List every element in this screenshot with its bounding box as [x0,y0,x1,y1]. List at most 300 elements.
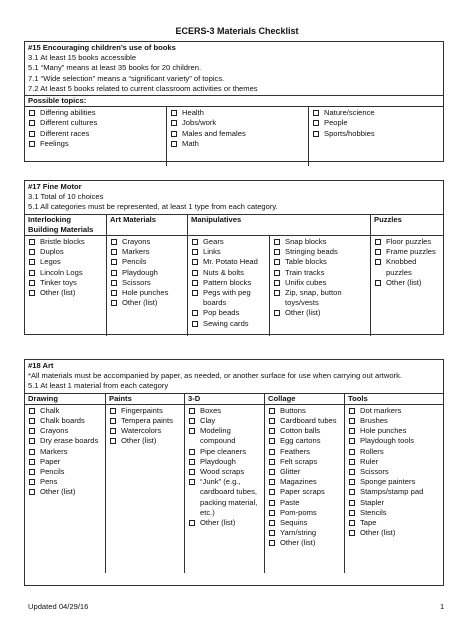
checklist-item-label: Cotton balls [280,426,321,436]
checklist-item-label: Modeling compound [200,426,236,446]
col-head: Paints [106,394,185,404]
checklist-item [348,457,440,467]
page-title: ECERS-3 Materials Checklist [175,26,299,36]
checklist-item-label: “Junk” (e.g., cardboard tubes, packing material, etc.) [200,477,258,517]
checklist-item [188,406,261,416]
checklist-item-label: Ruler [360,456,379,466]
checklist-item-label: Nuts & bolts [203,267,244,277]
topics-column [25,107,167,166]
checklist-item-label: Paper [40,456,61,466]
checklist-item [268,528,341,538]
checkbox[interactable] [192,259,198,265]
checklist-item [28,108,163,118]
checklist-item-label: Watercolors [121,426,162,436]
topics-label: Possible topics: [25,96,443,107]
checkbox[interactable] [269,418,275,424]
fine-motor-line: 5.1 All categories must be represented, at least 1 type from each category. [28,202,278,212]
checklist-item-label: Wood scraps [200,467,245,477]
checklist-item-label: Links [203,247,221,257]
checklist-item-label: Dry erase boards [40,436,99,446]
checklist-item-label: Frame puzzles [386,247,436,257]
checklist-item-label: Playdough [122,267,158,277]
col-head: Tools [348,393,368,403]
fine-motor-heading: #17 Fine Motor [28,182,82,191]
checklist-item-label: Scissors [360,467,389,477]
checkbox[interactable] [111,290,117,296]
checklist-item-label: Nature/science [324,108,375,118]
checkbox[interactable] [189,408,195,414]
checklist-item [374,278,440,288]
checklist-item [188,457,261,467]
checkbox[interactable] [171,141,177,147]
checklist-item [110,257,184,267]
checkbox[interactable] [189,520,195,526]
checklist-item-label: Pop beads [203,308,240,318]
checkbox[interactable] [192,290,198,296]
checklist-item [348,426,440,436]
art-header [25,360,443,394]
checklist-item-label: Unifix cubes [285,277,327,287]
checklist-item-label: Tempera paints [121,416,173,426]
checklist-item-label: Males and females [182,128,246,138]
checklist-item-label: Different cultures [40,118,98,128]
art-column-heads [25,394,443,405]
checkbox[interactable] [192,321,198,327]
checklist-item-label: Boxes [200,405,222,415]
checklist-item [28,467,102,477]
checklist-item-label: Zip, snap, button toys/vests [285,288,342,308]
section-books [24,41,444,162]
checklist-item-label: Stencils [360,507,387,517]
checklist-item-label: Other (list) [122,298,158,308]
checklist-item-label: Different races [40,128,90,138]
checklist-item [348,436,440,446]
checkbox[interactable] [29,449,35,455]
fine-motor-column [25,236,107,336]
updated-date: Updated 04/29/16 [28,602,89,611]
checklist-item-label: Stapler [360,497,385,507]
checklist-item [28,416,102,426]
checklist-item-label: Rollers [360,446,384,456]
checklist-item [28,278,103,288]
checkbox[interactable] [192,249,198,255]
checklist-item [188,477,261,518]
checklist-item-label: Sports/hobbies [324,128,375,138]
checklist-item-label: Other (list) [285,308,321,318]
checkbox[interactable] [349,530,355,536]
checklist-item-label: Pegs with peg boards [203,288,251,308]
art-column [185,405,265,573]
checklist-item [28,139,163,149]
checklist-item [348,406,440,416]
checkbox[interactable] [274,249,280,255]
checklist-item [268,467,341,477]
checklist-item [268,416,341,426]
checklist-item [188,426,261,446]
col-head: Collage [265,394,345,404]
checklist-item-label: Stringing beads [285,247,338,257]
checklist-item [268,457,341,467]
checkbox[interactable] [313,120,319,126]
checkbox[interactable] [274,290,280,296]
checklist-item [191,237,266,247]
topics-column [167,107,309,166]
checkbox[interactable] [269,408,275,414]
checklist-item-label: Duplos [40,247,64,257]
checklist-item-label: Differing abilities [40,108,96,118]
books-line: 7.1 “Wide selection” means a “significant variety” of topics. [28,73,225,83]
checklist-item [191,319,266,329]
checkbox[interactable] [375,259,381,265]
checklist-item-label: Paper scraps [280,487,325,497]
checklist-item [268,538,341,548]
section-art [24,359,444,586]
checkbox[interactable] [349,449,355,455]
fine-motor-line: 3.1 Total of 10 choices [28,192,104,202]
checklist-item-label: Gears [203,237,224,247]
checklist-item-label: Legos [40,257,61,267]
checklist-item [191,288,266,308]
checklist-item [109,406,181,416]
checkbox[interactable] [274,310,280,316]
checkbox[interactable] [349,500,355,506]
checklist-item-label: Snap blocks [285,237,327,247]
checkbox[interactable] [29,290,35,296]
checkbox[interactable] [189,459,195,465]
checkbox[interactable] [313,131,319,137]
checklist-item-label: Dot markers [360,405,402,415]
books-line: 7.2 At least 5 books related to current classroom activities or themes [28,83,258,93]
books-line: 3.1 At least 15 books accessible [28,53,137,63]
checklist-item [191,257,266,267]
checklist-item-label: Other (list) [200,518,236,528]
art-line: 5.1 At least 1 material from each category [28,381,169,391]
checklist-item-label: Pencils [122,257,147,267]
checklist-item-label: Sequins [280,518,308,528]
topics-column [309,107,443,166]
checkbox[interactable] [192,239,198,245]
checklist-item [312,129,440,139]
art-column [25,405,106,573]
checkbox[interactable] [29,469,35,475]
checkbox[interactable] [29,280,35,286]
checkbox[interactable] [110,418,116,424]
checkbox[interactable] [110,438,116,444]
checklist-item [170,118,305,128]
checklist-item [191,308,266,318]
checklist-item-label: Pencils [40,467,65,477]
checklist-item-label: Other (list) [360,528,396,538]
checkbox[interactable] [274,259,280,265]
checklist-item [273,257,367,267]
checklist-item [28,487,102,497]
checklist-item-label: Playdough tools [360,436,415,446]
checkbox[interactable] [375,280,381,286]
checklist-item [348,508,440,518]
checklist-item [170,108,305,118]
checkbox[interactable] [29,259,35,265]
checklist-item [348,498,440,508]
checklist-item [28,247,103,257]
checklist-item-label: Table blocks [285,257,327,267]
checklist-item [28,406,102,416]
checklist-item-label: Pattern blocks [203,277,252,287]
checkbox[interactable] [349,428,355,434]
checkbox[interactable] [29,459,35,465]
checkbox[interactable] [269,428,275,434]
checklist-item-label: Pom-poms [280,507,317,517]
checkbox[interactable] [192,280,198,286]
checklist-item [268,518,341,528]
checkbox[interactable] [189,469,195,475]
art-line: *All materials must be accompanied by paper, as needed, or another surface for use when carrying out artwork. [28,371,402,381]
checklist-item [109,416,181,426]
checklist-item-label: Other (list) [280,538,316,548]
fine-motor-column-heads [25,215,443,236]
checklist-item-label: Egg cartons [280,436,321,446]
checklist-item-label: Pipe cleaners [200,446,247,456]
checklist-item [170,139,305,149]
checkbox[interactable] [29,249,35,255]
checklist-item-label: Feelings [40,138,69,148]
fine-motor-column [270,236,371,336]
art-column [345,405,443,573]
checkbox[interactable] [274,280,280,286]
checklist-item-label: People [324,118,348,128]
checklist-item-label: Clay [200,416,216,426]
checkbox[interactable] [171,120,177,126]
checklist-item-label: Other (list) [121,436,157,446]
checklist-item [28,477,102,487]
checklist-item-label: Other (list) [386,277,422,287]
col-head: 3-D [185,394,265,404]
checklist-item [28,118,163,128]
checklist-item-label: Crayons [122,237,151,247]
section-fine-motor [24,180,444,335]
checklist-item-label: Feathers [280,446,310,456]
checkbox[interactable] [192,310,198,316]
checkbox[interactable] [274,270,280,276]
checklist-item-label: Hole punches [360,426,407,436]
checklist-item-label: Yarn/string [280,528,317,538]
checklist-item [28,129,163,139]
checklist-item-label: Mr. Potato Head [203,257,258,267]
checkbox[interactable] [171,110,177,116]
checklist-item [374,247,440,257]
checklist-item [268,498,341,508]
checklist-item [348,447,440,457]
checklist-item [28,237,103,247]
checkbox[interactable] [189,449,195,455]
checklist-item [268,447,341,457]
checkbox[interactable] [269,449,275,455]
checklist-item [348,528,440,538]
checkbox[interactable] [349,459,355,465]
checkbox[interactable] [375,239,381,245]
checklist-item-label: Jobs/work [182,118,217,128]
books-heading: #15 Encouraging children’s use of books [28,43,176,52]
checklist-item [188,467,261,477]
checkbox[interactable] [171,131,177,137]
checkbox[interactable] [29,110,35,116]
checkbox[interactable] [375,249,381,255]
checklist-item-label: Fingerpaints [121,405,163,415]
checklist-item-label: Crayons [40,426,69,436]
checklist-item-label: Markers [40,446,68,456]
checklist-item [268,508,341,518]
checkbox[interactable] [29,408,35,414]
checklist-item [348,487,440,497]
checklist-item [268,436,341,446]
checkbox[interactable] [111,270,117,276]
checkbox[interactable] [349,479,355,485]
checklist-item [188,447,261,457]
checkbox[interactable] [29,120,35,126]
checkbox[interactable] [192,270,198,276]
checkbox[interactable] [189,418,195,424]
checkbox[interactable] [189,479,195,485]
checklist-item [109,436,181,446]
checklist-item-label: Hole punches [122,288,169,298]
checklist-item-label: Felt scraps [280,456,318,466]
checklist-item-label: Other (list) [40,487,76,497]
checkbox[interactable] [110,428,116,434]
checklist-item-label: Tape [360,518,377,528]
art-column [265,405,345,573]
checklist-item [188,416,261,426]
checkbox[interactable] [269,530,275,536]
checklist-item [110,247,184,257]
checkbox[interactable] [111,300,117,306]
checkbox[interactable] [269,540,275,546]
col-head: Drawing [25,394,106,404]
checkbox[interactable] [29,131,35,137]
checkbox[interactable] [29,489,35,495]
checkbox[interactable] [269,520,275,526]
checklist-item [28,436,102,446]
art-heading: #18 Art [28,361,54,370]
checkbox[interactable] [29,438,35,444]
checkbox[interactable] [111,259,117,265]
checklist-item-label: Glitter [280,467,301,477]
checklist-item [110,298,184,308]
checkbox[interactable] [349,469,355,475]
checkbox[interactable] [189,428,195,434]
checklist-item [28,426,102,436]
checkbox[interactable] [269,459,275,465]
checklist-item [28,268,103,278]
checklist-item [374,237,440,247]
checklist-item [273,247,367,257]
fine-motor-column [188,236,270,336]
checklist-item-label: Cardboard tubes [280,416,337,426]
checklist-item [110,268,184,278]
fine-motor-column [371,236,443,336]
checklist-item-label: Chalk boards [40,416,85,426]
checkbox[interactable] [29,428,35,434]
col-subhead: Building Materials [28,224,94,234]
checklist-item-label: Magazines [280,477,317,487]
fine-motor-header [25,181,443,215]
col-head: Puzzles [374,214,402,224]
checklist-item-label: Sponge painters [360,477,416,487]
page-number: 1 [440,602,445,611]
checkbox[interactable] [29,479,35,485]
checkbox[interactable] [349,438,355,444]
checklist-item [268,406,341,416]
checklist-item-label: Floor puzzles [386,237,432,247]
checkbox[interactable] [349,418,355,424]
checklist-item-label: Playdough [200,456,236,466]
checklist-item [28,288,103,298]
checklist-item [312,108,440,118]
checkbox[interactable] [111,280,117,286]
checklist-item [191,278,266,288]
col-head: Interlocking [28,214,72,224]
checkbox[interactable] [269,438,275,444]
checklist-item-label: Lincoln Logs [40,267,83,277]
checklist-item [348,467,440,477]
col-head: Art Materials [107,215,188,235]
checkbox[interactable] [269,500,275,506]
checklist-item [348,477,440,487]
checkbox[interactable] [269,469,275,475]
checklist-item-label: Bristle blocks [40,237,85,247]
checkbox[interactable] [111,249,117,255]
checklist-item [348,416,440,426]
checklist-item-label: Paste [280,497,300,507]
checklist-item [374,257,440,277]
checkbox[interactable] [274,239,280,245]
checklist-item-label: Sewing cards [203,318,249,328]
checkbox[interactable] [29,239,35,245]
checkbox[interactable] [349,489,355,495]
checklist-item-label: Markers [122,247,150,257]
checkbox[interactable] [29,141,35,147]
checkbox[interactable] [29,418,35,424]
checklist-item-label: Train tracks [285,267,325,277]
checkbox[interactable] [349,520,355,526]
checkbox[interactable] [313,110,319,116]
checklist-item [273,237,367,247]
fine-motor-column [107,236,188,336]
checkbox[interactable] [269,479,275,485]
checkbox[interactable] [110,408,116,414]
checklist-item [110,278,184,288]
checklist-item [348,518,440,528]
checklist-item-label: Chalk [40,405,60,415]
checklist-item-label: Health [182,108,204,118]
checklist-item-label: Pens [40,477,58,487]
checkbox[interactable] [269,510,275,516]
art-column [106,405,185,573]
checklist-item [110,288,184,298]
checklist-item [109,426,181,436]
checkbox[interactable] [349,408,355,414]
checklist-item [273,278,367,288]
books-header [25,42,443,96]
checkbox[interactable] [349,510,355,516]
checklist-item-label: Math [182,138,199,148]
checkbox[interactable] [29,270,35,276]
checklist-item-label: Brushes [360,416,388,426]
checklist-item [273,268,367,278]
checkbox[interactable] [269,489,275,495]
checklist-item [273,308,367,318]
checkbox[interactable] [111,239,117,245]
checklist-item [28,457,102,467]
col-head: Manipulatives [188,215,371,235]
